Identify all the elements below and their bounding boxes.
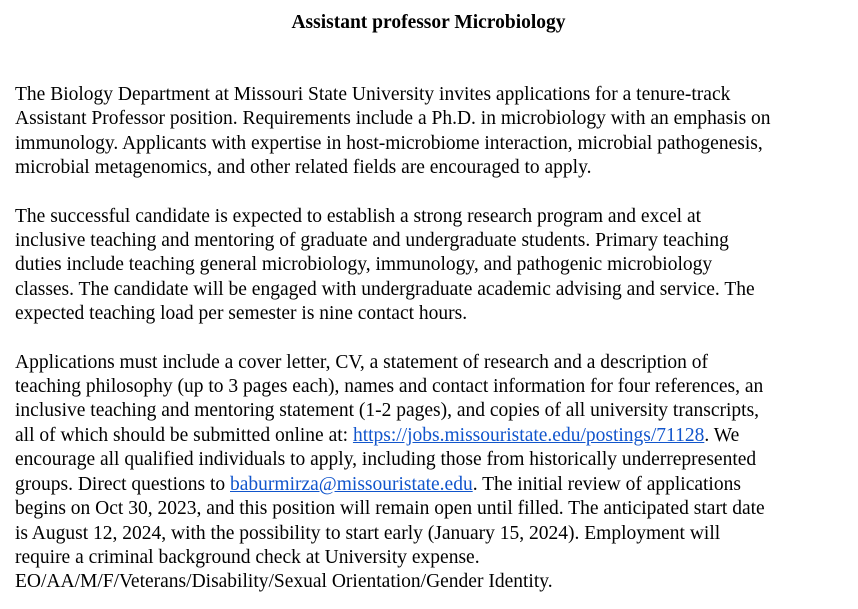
text-line: Assistant Professor position. Requirements include a Ph.D. in microbiology with an emphasis on [15,108,771,130]
text-line: The Biology Department at Missouri State University invites applications for a tenure-track [15,84,731,105]
text-line [15,473,842,497]
text-line: classes. The candidate will be engaged with undergraduate academic advising and service. The [15,278,755,300]
text-line: EO/AA/M/F/Veterans/Disability/Sexual Orientation/Gender Identity. [15,571,553,593]
text-line: expected teaching load per semester is nine contact hours. [15,303,468,325]
text-fragment: groups. Direct questions to [15,473,231,495]
postings-link[interactable]: https://jobs.missouristate.edu/postings/71128 [352,424,705,446]
text-line: inclusive teaching and mentoring of graduate and undergraduate students. Primary teaching [15,230,729,252]
text-line: teaching philosophy (up to 3 pages each), names and contact information for four references, an [15,376,764,398]
text-line: microbial metagenomics, and other related fields are encouraged to apply. [15,157,592,179]
text-fragment: . We [704,424,740,446]
paragraph-application [15,351,842,595]
text-fragment: . The initial review of applications [472,473,741,495]
text-line: The successful candidate is expected to establish a strong research program and excel at [15,205,702,227]
text-line: Applications must include a cover letter, CV, a statement of research and a description of [15,351,709,373]
document-title: Assistant professor Microbiology [291,12,566,33]
text-line: is August 12, 2024, with the possibility to start early (January 15, 2024). Employment will [15,522,721,544]
text-line: duties include teaching general microbiology, immunology, and pathogenic microbiology [15,254,713,276]
text-line: require a criminal background check at University expense. [15,546,480,568]
text-line: inclusive teaching and mentoring statement (1-2 pages), and copies of all university transcripts, [15,400,760,422]
text-line: encourage all qualified individuals to apply, including those from historically underrepresented [15,449,757,471]
text-line: begins on Oct 30, 2023, and this position will remain open until filled. The anticipated start date [15,498,765,520]
paragraph-intro [15,83,842,181]
text-line [15,424,842,448]
text-line: immunology. Applicants with expertise in host-microbiome interaction, microbial pathogenesis, [15,132,763,154]
paragraph-responsibilities [15,205,842,327]
text-fragment: all of which should be submitted online at: [15,424,353,446]
email-link[interactable]: baburmirza@missouristate.edu [230,473,473,495]
